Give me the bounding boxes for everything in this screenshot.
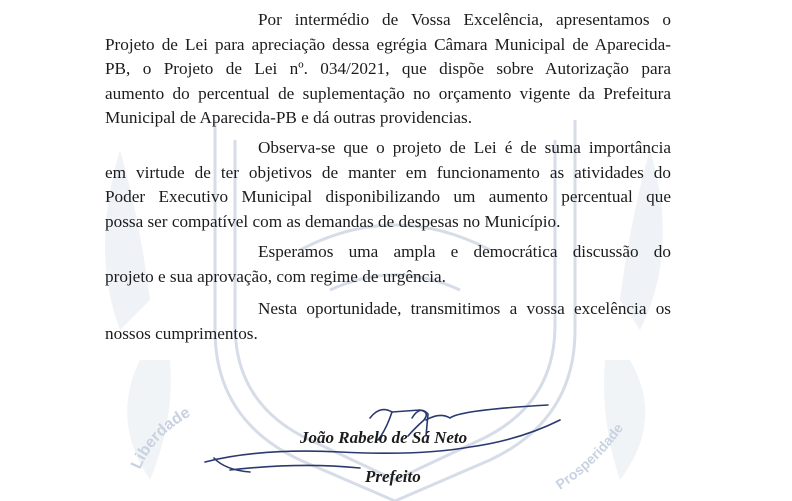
text-line: Projeto de Lei para apreciação dessa egrégia Câmara Municipal de Aparecida-: [105, 34, 671, 54]
watermark-left-text: Liberdade: [128, 404, 194, 472]
text-line: aumento do percentual de suplementação no orçamento vigente da Prefeitura: [105, 83, 671, 103]
text-line: Municipal de Aparecida-PB e dá outras providencias.: [105, 108, 473, 127]
text-line: Observa-se que o projeto de Lei é de suma importância: [258, 138, 671, 157]
text-line: Por intermédio de Vossa Excelência, apresentamos o: [258, 10, 671, 29]
text-line: PB, o Projeto de Lei nº. 034/2021, que dispõe sobre Autorização para: [105, 59, 671, 78]
signatory-name: João Rabelo de Sá Neto: [300, 428, 468, 447]
text-line: Nesta oportunidade, transmitimos a vossa excelência os: [258, 299, 671, 318]
watermark-right-text: Prosperidade: [552, 420, 627, 493]
text-line: projeto e sua aprovação, com regime de urgência.: [105, 266, 446, 286]
text-line: em virtude de ter objetivos de manter em funcionamento as atividades do: [105, 162, 671, 182]
text-line: Esperamos uma ampla e democrática discussão do: [258, 242, 671, 261]
text-line: possa ser compatível com as demandas de despesas no Município.: [105, 211, 561, 231]
text-line: nossos cumprimentos.: [105, 323, 258, 343]
signatory-title: Prefeito: [365, 467, 421, 486]
text-line: Poder Executivo Municipal disponibilizando um aumento percentual que: [105, 187, 671, 206]
